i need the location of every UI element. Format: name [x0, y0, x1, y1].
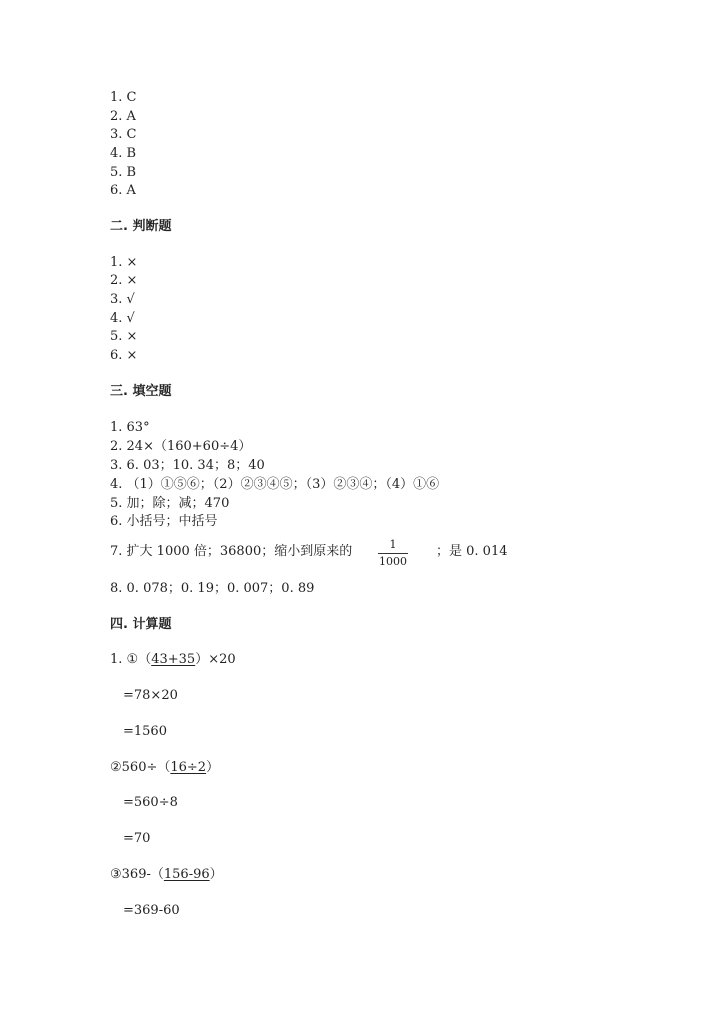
answer-line: 2. A — [110, 109, 136, 124]
answer-line: 5. B — [110, 165, 137, 180]
answer-line: 6. 小括号；中括号 — [110, 514, 218, 529]
answer-line-7-prefix: 7. 扩大 1000 倍；36800；缩小到原来的 — [110, 544, 353, 559]
answer-line: 3. √ — [110, 292, 135, 307]
fraction-denominator: 1000 — [379, 555, 407, 568]
calc-step: =369-60 — [123, 903, 180, 918]
calc-suffix: ） — [206, 760, 220, 775]
calc-prefix: ③369-（ — [110, 867, 164, 882]
answer-line: 6. × — [110, 348, 138, 363]
answer-line: 1. × — [110, 255, 138, 270]
answer-line: 4. √ — [110, 311, 135, 326]
answer-line: 4. （1）①⑤⑥；（2）②③④⑤；（3）②③④；（4）①⑥ — [110, 477, 440, 492]
calc-line — [110, 652, 236, 668]
answer-line: 4. B — [110, 146, 137, 161]
section-title-calculation: 四. 计算题 — [110, 617, 172, 632]
calc-underlined: 156-96 — [163, 867, 210, 882]
answer-line: 5. 加；除；减；470 — [110, 496, 230, 511]
answer-line: 3. 6. 03；10. 34；8；40 — [110, 458, 265, 473]
fraction — [378, 538, 408, 569]
calc-step: =1560 — [123, 724, 167, 739]
section-title-judgement: 二. 判断题 — [110, 219, 172, 234]
answer-line: 5. × — [110, 329, 138, 344]
calc-step: =78×20 — [123, 688, 178, 703]
fraction-bar — [378, 553, 408, 554]
calc-line — [110, 760, 219, 776]
calc-suffix: ） — [209, 867, 223, 882]
answer-line: 2. 24×（160+60÷4） — [110, 439, 252, 454]
section-title-fill-blank: 三. 填空题 — [110, 384, 172, 399]
calc-prefix: ②560÷（ — [110, 760, 171, 775]
calc-underlined: 43+35 — [151, 652, 196, 667]
calc-step: =560÷8 — [123, 795, 178, 810]
answer-line-7-suffix: ；是 0. 014 — [436, 544, 508, 559]
answer-line: 3. C — [110, 127, 137, 142]
answer-line: 2. × — [110, 273, 138, 288]
calc-prefix: 1. ①（ — [110, 652, 152, 667]
answer-line: 1. C — [110, 90, 137, 105]
answer-line: 6. A — [110, 183, 136, 198]
fraction-numerator: 1 — [389, 538, 397, 551]
calc-underlined: 16÷2 — [170, 760, 207, 775]
calc-step: =70 — [123, 831, 151, 846]
answer-line: 1. 63° — [110, 420, 150, 435]
calc-line — [110, 867, 223, 883]
calc-suffix: ）×20 — [195, 652, 236, 667]
answer-line: 8. 0. 078；0. 19；0. 007；0. 89 — [110, 581, 315, 596]
